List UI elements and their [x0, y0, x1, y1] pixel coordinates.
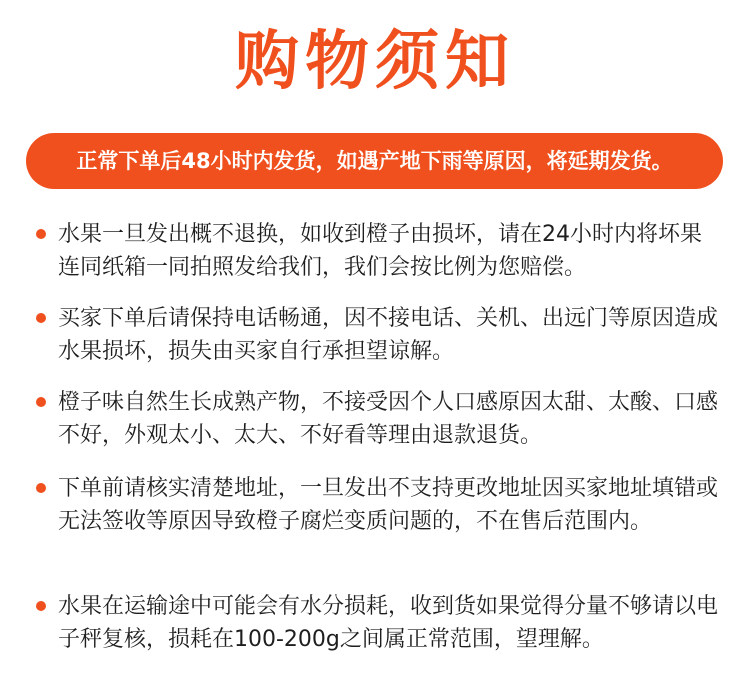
notice-item-taste	[58, 386, 720, 452]
orange-dot-icon	[36, 601, 46, 611]
notice-text: 下单前请核实清楚地址，一旦发出不支持更改地址因买家地址填错或无法签收等原因导致橙子腐烂变质问题的，不在售后范围内。	[58, 476, 719, 534]
notice-text: 水果一旦发出概不退换，如收到橙子由损坏，请在24小时内将坏果连同纸箱一同拍照发给我们，我们会按比例为您赔偿。	[58, 222, 702, 280]
notice-text: 橙子味自然生长成熟产物，不接受因个人口感原因太甜、太酸、口感不好，外观太小、太大、不好看等理由退款退货。	[58, 390, 719, 448]
page-title: 购物须知	[235, 25, 515, 99]
notice-text: 买家下单后请保持电话畅通，因不接电话、关机、出远门等原因造成水果损坏，损失由买家自行承担望谅解。	[58, 306, 719, 364]
notice-text: 水果在运输途中可能会有水分损耗，收到货如果觉得分量不够请以电子秤复核，损耗在100-200g之间属正常范围，望理解。	[58, 594, 719, 652]
orange-dot-icon	[36, 313, 46, 323]
notice-item-return-policy	[58, 218, 720, 284]
orange-dot-icon	[36, 397, 46, 407]
orange-dot-icon	[36, 483, 46, 493]
orange-dot-icon	[36, 229, 46, 239]
shipping-banner: 正常下单后48小时内发货，如遇产地下雨等原因，将延期发货。	[26, 133, 723, 189]
notice-item-weight-loss	[58, 590, 720, 656]
notice-item-phone	[58, 302, 720, 368]
notice-item-address	[58, 472, 720, 538]
